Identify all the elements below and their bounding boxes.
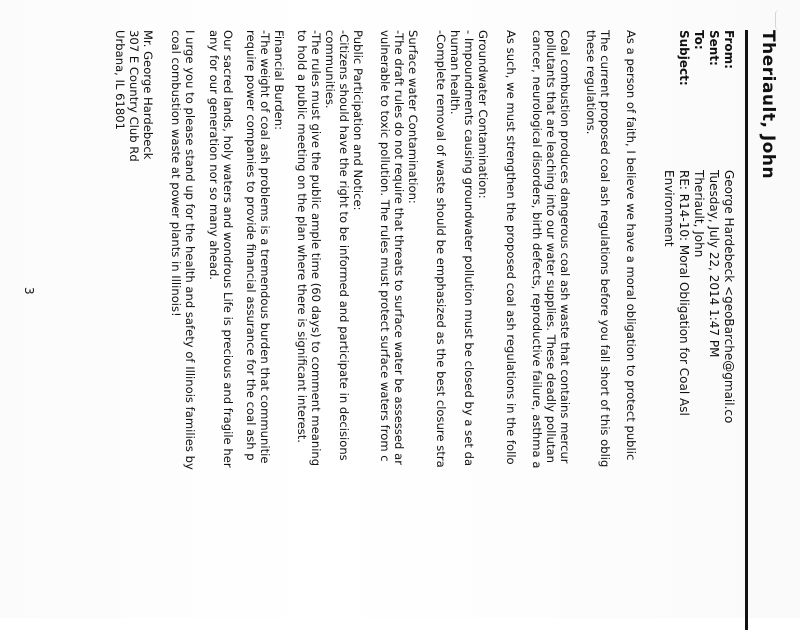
body-line: As a person of faith, I believe we have a moral obligation to protect public bbox=[624, 30, 638, 461]
sent-value: Tuesday, July 22, 2014 1:47 PM bbox=[707, 170, 721, 358]
subject-value-line-1: RE: R14-10: Moral Obligation for Coal Asl bbox=[677, 170, 691, 416]
body-paragraph-10 bbox=[169, 30, 197, 470]
from-label: From: bbox=[722, 30, 736, 69]
title-divider bbox=[745, 30, 748, 630]
groundwater-section bbox=[434, 30, 490, 468]
body-line: human health. bbox=[448, 30, 462, 115]
body-paragraph-4 bbox=[504, 30, 518, 465]
body-line: Our sacred lands, holy waters and wondrous Life is precious and fragile her bbox=[221, 30, 235, 468]
signature-city-line: Urbana, IL 61801 bbox=[113, 30, 127, 130]
body-line: -The rules must give the public ample time (60 days) to comment meaning bbox=[309, 30, 323, 467]
to-value: Theriault, John bbox=[692, 170, 706, 258]
section-heading: Surface water Contamination: bbox=[406, 30, 420, 204]
public-participation-section bbox=[295, 30, 365, 466]
body-line: vulnerable to toxic pollution. The rules must protect surface waters from c bbox=[378, 30, 392, 462]
body-paragraph-9 bbox=[207, 30, 235, 468]
body-line: -The draft rules do not require that threats to surface water be assessed ar bbox=[392, 30, 406, 465]
page-title: Theriault, John bbox=[758, 30, 778, 180]
body-line: coal combustion waste at power plants in Illinois! bbox=[169, 30, 183, 317]
body-line: - Impoundments causing groundwater pollution must be closed by a set da bbox=[462, 30, 476, 467]
body-paragraph-3 bbox=[530, 30, 572, 468]
body-line: -The weight of coal ash problems is a tremendous burden that communitie bbox=[258, 30, 272, 464]
body-line: require power companies to provide financial assurance for the coal ash p bbox=[244, 30, 258, 461]
from-value: George Hardebeck <geoBarche@gmail.co bbox=[722, 170, 736, 424]
body-line: Coal combustion produces dangerous coal ash waste that contains mercur bbox=[558, 30, 572, 464]
body-line: pollutants that are leaching into our water supplies. These deadly pollutan bbox=[544, 30, 558, 463]
body-paragraph-2 bbox=[584, 30, 612, 467]
body-line: -Complete removal of waste should be emphasized as the best closure stra bbox=[434, 30, 448, 468]
signature-address-line: 307 E Country Club Rd bbox=[127, 30, 141, 162]
body-paragraph-1 bbox=[624, 30, 638, 460]
body-line: any for our generation nor so many ahead. bbox=[207, 30, 221, 280]
to-label: To: bbox=[692, 30, 706, 50]
section-heading: Financial Burden: bbox=[272, 30, 286, 131]
surface-water-section bbox=[378, 30, 420, 465]
body-line: these regulations. bbox=[584, 30, 598, 135]
subject-value-line-2: Environment bbox=[662, 170, 676, 247]
financial-burden-section bbox=[244, 30, 286, 463]
signature-block bbox=[113, 30, 155, 162]
body-line: The current proposed coal ash regulations before you fall short of this oblig bbox=[598, 30, 612, 468]
body-line: cancer, neurological disorders, birth defects, reproductive failure, asthma a bbox=[530, 30, 544, 469]
sent-label: Sent: bbox=[707, 30, 721, 66]
signature-name: Mr. George Hardebeck bbox=[141, 30, 155, 160]
section-heading: Groundwater Contamination: bbox=[476, 30, 490, 199]
body-line: I urge you to please stand up for the health and safety of Illinois families by bbox=[183, 30, 197, 470]
body-line: -Citizens should have the right to be informed and participate in decisions bbox=[337, 30, 351, 461]
section-heading: Public Participation and Notice: bbox=[351, 30, 365, 211]
body-line: communities. bbox=[323, 30, 337, 109]
subject-label: Subject: bbox=[677, 30, 691, 86]
body-line: As such, we must strengthen the proposed coal ash regulations in the follo bbox=[504, 30, 518, 465]
page-number: 3 bbox=[22, 287, 36, 295]
body-line: to hold a public meeting on the plan where there is significant interest. bbox=[295, 30, 309, 443]
